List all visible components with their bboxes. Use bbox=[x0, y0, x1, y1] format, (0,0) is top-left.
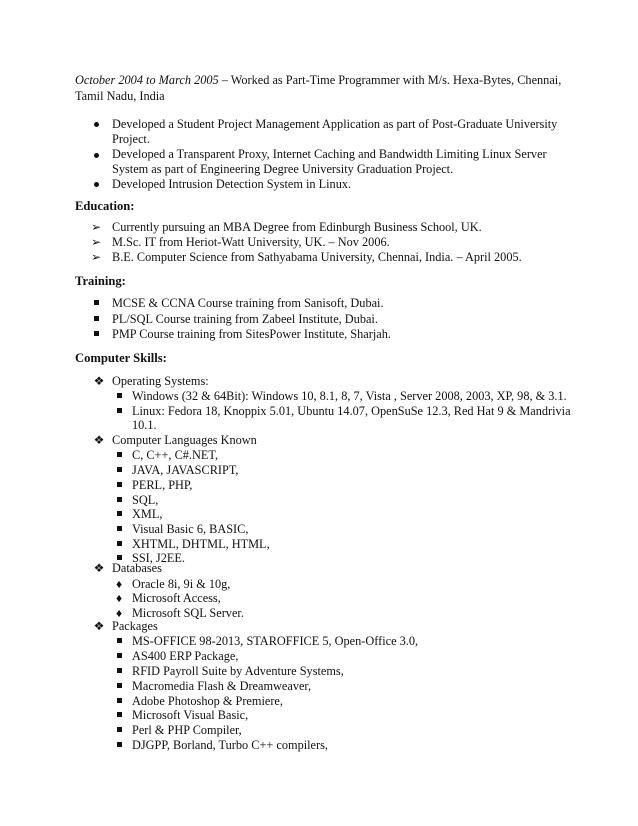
skills-language-item: XML, bbox=[132, 507, 163, 521]
skills-language-item: SQL, bbox=[132, 493, 159, 507]
square-bullet-icon bbox=[117, 452, 122, 457]
skills-database-item: Oracle 8i, 9i & 10g, bbox=[132, 577, 231, 591]
skills-package-item: MS-OFFICE 98-2013, STAROFFICE 5, Open-Office 3.0, bbox=[132, 634, 419, 648]
skills-languages-label: Computer Languages Known bbox=[112, 433, 257, 447]
training-item: PMP Course training from SitesPower Institute, Sharjah. bbox=[112, 327, 391, 341]
square-bullet-icon bbox=[117, 511, 122, 516]
square-bullet-icon bbox=[117, 712, 122, 717]
employment-description: – Worked as Part-Time Programmer with M/s. Hexa-Bytes, Chennai, bbox=[218, 73, 562, 87]
square-bullet-icon bbox=[94, 331, 99, 336]
skills-os-label: Operating Systems: bbox=[112, 374, 209, 388]
bullet-dot-icon bbox=[94, 182, 99, 187]
employment-line bbox=[75, 73, 561, 87]
arrow-bullet-icon: ➢ bbox=[90, 250, 102, 264]
arrow-bullet-icon: ➢ bbox=[90, 220, 102, 234]
skills-language-item: PERL, PHP, bbox=[132, 478, 193, 492]
square-bullet-icon bbox=[117, 698, 122, 703]
square-bullet-icon bbox=[117, 482, 122, 487]
employment-period: October 2004 to March 2005 bbox=[75, 73, 219, 87]
square-bullet-icon bbox=[117, 683, 122, 688]
skills-package-item: Macromedia Flash & Dreamweaver, bbox=[132, 679, 312, 693]
skills-language-item: Visual Basic 6, BASIC, bbox=[132, 522, 249, 536]
diamond-bullet-icon: ♦ bbox=[115, 591, 123, 605]
skills-package-item: Perl & PHP Compiler, bbox=[132, 723, 242, 737]
square-bullet-icon bbox=[117, 727, 122, 732]
square-bullet-icon bbox=[94, 316, 99, 321]
employment-bullet: Developed a Transparent Proxy, Internet Caching and Bandwidth Limiting Linux Server bbox=[112, 147, 547, 161]
bullet-dot-icon bbox=[94, 122, 99, 127]
skills-databases-label: Databases bbox=[112, 561, 162, 575]
skills-database-item: Microsoft SQL Server. bbox=[132, 606, 244, 620]
square-bullet-icon bbox=[117, 497, 122, 502]
skills-os-item: Windows (32 & 64Bit): Windows 10, 8.1, 8, 7, Vista , Server 2008, 2003, XP, 98, & 3.1. bbox=[132, 389, 567, 403]
skills-heading: Computer Skills: bbox=[75, 351, 167, 365]
diamond-star-bullet-icon: ❖ bbox=[93, 561, 105, 575]
square-bullet-icon bbox=[117, 408, 122, 413]
diamond-star-bullet-icon: ❖ bbox=[93, 619, 105, 633]
training-item: PL/SQL Course training from Zabeel Institute, Dubai. bbox=[112, 312, 378, 326]
arrow-bullet-icon: ➢ bbox=[90, 235, 102, 249]
skills-os-item-cont: 10.1. bbox=[132, 418, 157, 432]
square-bullet-icon bbox=[117, 393, 122, 398]
square-bullet-icon bbox=[117, 742, 122, 747]
skills-packages-label: Packages bbox=[112, 619, 158, 633]
skills-package-item: Adobe Photoshop & Premiere, bbox=[132, 694, 283, 708]
skills-package-item: DJGPP, Borland, Turbo C++ compilers, bbox=[132, 738, 328, 752]
skills-language-item: JAVA, JAVASCRIPT, bbox=[132, 463, 239, 477]
square-bullet-icon bbox=[117, 526, 122, 531]
employment-bullet-cont: System as part of Engineering Degree University Graduation Project. bbox=[112, 162, 454, 176]
skills-language-item: SSI, J2EE. bbox=[132, 551, 185, 565]
skills-package-item: Microsoft Visual Basic, bbox=[132, 708, 249, 722]
education-item: M.Sc. IT from Heriot-Watt University, UK. – Nov 2006. bbox=[112, 235, 390, 249]
skills-language-item: C, C++, C#.NET, bbox=[132, 448, 219, 462]
skills-os-item: Linux: Fedora 18, Knoppix 5.01, Ubuntu 14.07, OpenSuSe 12.3, Red Hat 9 & Mandrivia bbox=[132, 404, 571, 418]
square-bullet-icon bbox=[117, 653, 122, 658]
diamond-bullet-icon: ♦ bbox=[115, 577, 123, 591]
skills-language-item: XHTML, DHTML, HTML, bbox=[132, 537, 270, 551]
square-bullet-icon bbox=[117, 467, 122, 472]
skills-package-item: AS400 ERP Package, bbox=[132, 649, 239, 663]
square-bullet-icon bbox=[94, 300, 99, 305]
diamond-star-bullet-icon: ❖ bbox=[93, 433, 105, 447]
employment-bullet: Developed Intrusion Detection System in Linux. bbox=[112, 177, 352, 191]
education-item: B.E. Computer Science from Sathyabama University, Chennai, India. – April 2005. bbox=[112, 250, 522, 264]
skills-package-item: RFID Payroll Suite by Adventure Systems, bbox=[132, 664, 344, 678]
employment-bullet-cont: Project. bbox=[112, 132, 150, 146]
training-heading: Training: bbox=[75, 274, 126, 288]
diamond-bullet-icon: ♦ bbox=[115, 606, 123, 620]
employment-bullet: Developed a Student Project Management Application as part of Post-Graduate University bbox=[112, 117, 558, 131]
square-bullet-icon bbox=[117, 555, 122, 560]
training-item: MCSE & CCNA Course training from Sanisoft, Dubai. bbox=[112, 296, 384, 310]
square-bullet-icon bbox=[117, 541, 122, 546]
square-bullet-icon bbox=[117, 638, 122, 643]
education-heading: Education: bbox=[75, 199, 135, 213]
diamond-star-bullet-icon: ❖ bbox=[93, 374, 105, 388]
education-item: Currently pursuing an MBA Degree from Edinburgh Business School, UK. bbox=[112, 220, 482, 234]
employment-location: Tamil Nadu, India bbox=[75, 89, 165, 103]
square-bullet-icon bbox=[117, 668, 122, 673]
bullet-dot-icon bbox=[94, 153, 99, 158]
skills-database-item: Microsoft Access, bbox=[132, 591, 221, 605]
